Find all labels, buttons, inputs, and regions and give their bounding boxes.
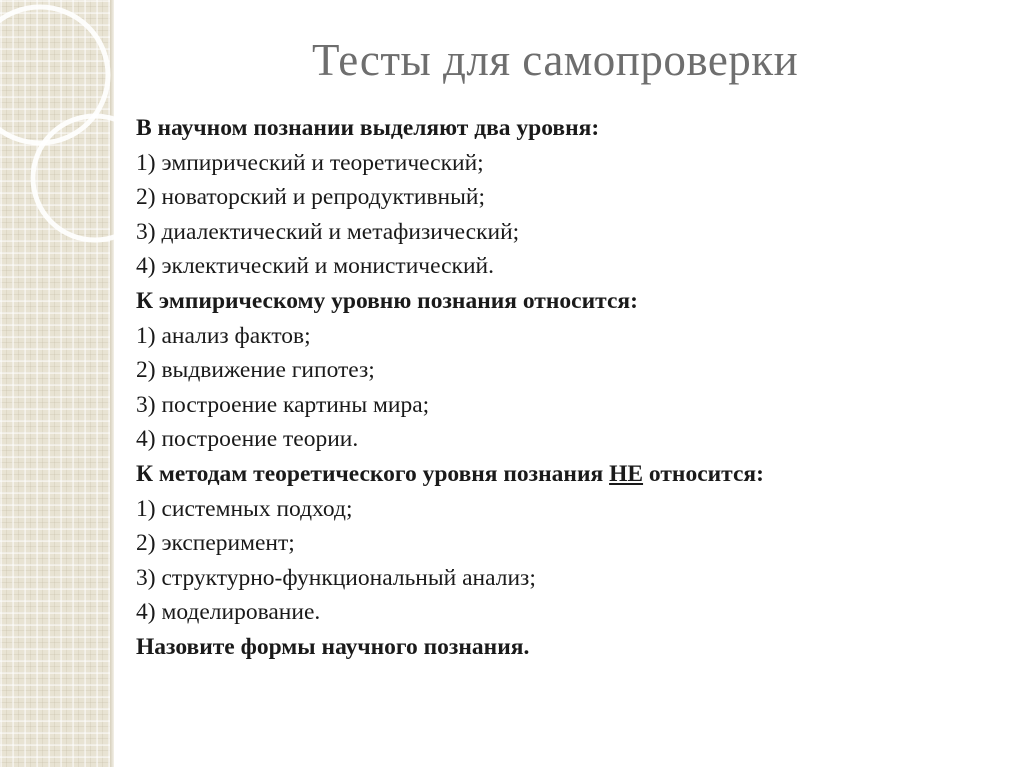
question-3 xyxy=(136,457,996,492)
answer-3-4: 4) моделирование. xyxy=(136,599,321,626)
question-3-text-after: относится: xyxy=(643,460,764,487)
test-content xyxy=(136,111,996,665)
answer-3-3: 3) структурно-функциональный анализ; xyxy=(136,564,536,591)
decorative-rings xyxy=(0,0,130,300)
answer-1-4: 4) эклектический и монистический. xyxy=(136,253,494,280)
question-3-text-before: К методам теоретического уровня познания xyxy=(136,460,610,487)
answer-1-3: 3) диалектический и метафизический; xyxy=(136,218,520,245)
answer-2-1: 1) анализ фактов; xyxy=(136,322,311,349)
question-1: В научном познании выделяют два уровня: xyxy=(136,115,600,141)
answer-3-1: 1) системных подход; xyxy=(136,495,353,522)
question-2: К эмпирическому уровню познания относится: xyxy=(136,287,638,314)
slide-title: Тесты для самопроверки xyxy=(312,35,799,85)
question-3-underlined-word: НЕ xyxy=(609,460,644,487)
question-4: Назовите формы научного познания. xyxy=(136,633,530,660)
answer-2-3: 3) построение картины мира; xyxy=(136,391,430,418)
answer-3-2: 2) эксперимент; xyxy=(136,530,295,557)
answer-1-2: 2) новаторский и репродуктивный; xyxy=(136,184,485,211)
answer-2-2: 2) выдвижение гипотез; xyxy=(136,357,375,384)
answer-2-4: 4) построение теории. xyxy=(136,426,359,453)
answer-1-1: 1) эмпирический и теоретический; xyxy=(136,149,484,176)
